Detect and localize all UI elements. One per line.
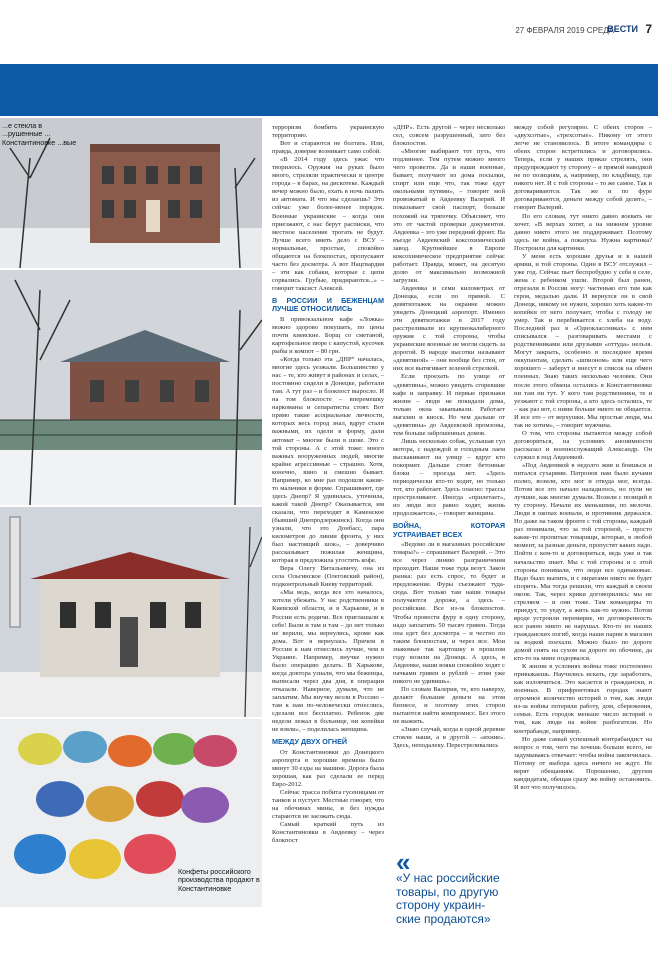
photo-street [0,270,262,505]
paragraph: «ДНР». Есть другой – через несколько сел, совсем разрушенный, зато без блокпостов. [393,124,505,148]
paragraph: У меня есть хорошие друзья и в нашей армии, и той стороны. Один в ВСУ отслужил – уже год. Сейчас пьет беспробудно у себя в селе, жена с ребенком ушли. Второй был ранен, отрезали в России ногу: частенько его там как героя, медалью дали. И вернулся он в свой Донецк, никому не нужен, хорошо хоть какие-то копейки от него получает, чтобы с голоду не умер. Так и перебивается с хлеба на воду. Последний раз в «Одноклассниках» с ним списывался – разговаривать местами с родственниками или друзьями «оттуда» нельзя. Могут закрыть, особенно в последнее время оккупантам, сделать «шпионом» или еще чего хорошего – заберут и внесут в список на обмен пленных. Знаю таких несколько человек. Они после этого обмена остались в Константиновке ни там ни тут. У кого там родственники, те и уезжают с той стороны, а кто здесь остались, те – как раз вот, с ними больше никто не общается. И все это – от верхушки. Мы простые люди, мы так не хотим», – говорит мужчина. [514,252,652,429]
paragraph: «Мы ведь, когда все это началось, хотели убежать. У нас родственники в Киевской области, и в Харькове, и в России есть родичи. Все приглашали к себе! Были и там и там – до нет только не верили, мы вернулись, кроме как дома. Вот я вернулась. Причем в России к нам отнеслись лучше, чем в Украине. Например, внучке нужно было операцию делать. В Харькове, когда доктора узнали, что мы беженцы, выписали через два дня, в операции отказали. Наверное, думали, что не заплатим. Мы внучку везли в Россию – там к нам по-человечески отнеслись, сделали все бесплатно. Ребенок две недели лежал в больнице, ни копейки не взяли», – поделилась женщина. [272,589,384,734]
subheading: В РОССИИ И БЕЖЕНЦАМ ЛУЧШЕ ОТНОСИЛИСЬ [272,295,384,314]
subheading: МЕЖДУ ДВУХ ОГНЕЙ [272,737,348,747]
article-column-2 [272,124,384,954]
subheading: ВОЙНА, КОТОРАЯ УСТРАИВАЕТ ВСЕХ [393,521,505,539]
paragraph: Вот и стараются не болтать. Или, правда, доверие возникает само собой. [272,140,384,156]
paragraph: Вера Олегу Витальевичу, она из села Ольгинское (Олеговский район), подконтрольный Киеву территорий. [272,565,384,589]
paragraph: «Ведомо ли в магазинах российские товары?» – спрашивает Валерий. – Это все через линию разграничения проходит. Наши тоже туда везут. Закон рынка: раз есть спрос, то будет и предложение. Фуры съезжают туда-сюда. Вот только там наши товары получаются дороже, а здесь – российские. Все из-за блокпостов. Чтобы провести фуру в одну сторону, надо заплатить 50 тысяч гривен. Тогда она едет без досмотра – и честно по таким блокпостам, и через все. Мои знакомые так картошку в прошлом году возили на Донецк. А здесь, в Авдеевке, наши вояки спокойно ходят с пачками гривен и рублей – этим уже никого не удивишь». [393,541,505,685]
paragraph: Если проехать по улице от «девятины», можно увидеть сгоревшие кафе и заправку. И первые признаки жизни – люди не покидали дома, только окна закапывали. Работает магазин и киоск. Но чем дальше от «девятины» до Авдеевской промзоны, тем больше заброшенных домов. [393,373,505,437]
pull-quote: «У нас российские товары, по другую сторону украин-ские продаются» [396,871,500,926]
paragraph: По его словам, тут никто давно воевать не хочет. «В верхах хотят, а на нижнем уровне давно никто этого не поддерживает. Поэтому здесь не война, а показуха. Нужна картинка? Построили для картинки. [514,212,652,252]
paragraph: терроризм бомбить украинскую территорию. [272,124,384,140]
photo-caption-top: ...е стекла в ...рушенные ... Константиновке ...вые [2,121,77,147]
article-column-3 [393,124,505,844]
photo-caption-bottom: Конфеты российского производства продают в Константиновке [178,867,260,893]
quote-mark-icon: « [396,847,411,877]
article-column-4 [514,124,652,954]
paragraph: Сейчас трасса побита гусеницами от танков и пустует. Местные говорят, что на обочинах мины, и без нужды стараются не заезжать сюда. [272,788,384,821]
page-number: 7 [645,22,652,36]
photo-factory [0,507,262,717]
paragraph: «Знаю случай, когда в одной деревне стояли наши, а в другой – «ихние». Здесь, неподалеку. Перестреливались [393,726,505,750]
header-color-band [0,64,658,116]
paragraph: Самый краткий путь из Константиновки в Авдеевку – через блокпост [272,821,384,845]
paragraph: От Константиновки до Донецкого аэропорта в хорошие времена было минут 30 езды на машине. Дорога была хорошая, как раз сделали ее перед Евро-2012. [272,748,384,788]
paragraph: В привокзальном кафе «Ложка» можно здорово покушать, по цены почти киевские. Борщ со сметаной, картофельное пюре с капустой, кусочек рыбы и компот – 80 грн. [272,315,384,355]
paragraph: По словам Валерия, те, кто наверху, делают большие деньги на этом бизнесе, и поэтому этих сторон пытаются найти компромисс. Без этого не выжить. [393,685,505,726]
paragraph: «В 2014 году здесь ужас что творилось. Оружия на руках было много, стреляли практически в центре города – в барах, на дискотеке. Каждый вечер можно было, ехать в ночь палить из автомата. И что мы сделаешь? Это сейчас уже более-менее порядок. Военные украинские – когда они приезжают, с нас берут расписки, что местное население трогать не будут. Лучше всего иметь дело с ВСУ – нормальные, простые, спокойно общаются на блокпостах, пропускают часто без досмотра. А вот Нацгвардия – эти как собаки, которые с цепи сорвались. Грубые, придираются...» – говорит таксист Алексей. [272,156,384,292]
issue-date: 27 ФЕВРАЛЯ 2019 СРЕДА [515,26,614,35]
newspaper-brand: ВЕСТИ [607,24,638,34]
paragraph: Авдеевка и семи километрах от Донецка, если по прямой. С девятиэтажек на окраине можно увидеть Донецкий аэропорт. Именно эти девятиэтажки в 2017 году расстреливали из крупнокалиберного оружия с той стороны, чтобы украинские военные не могли сидеть за дорогой. В народе высотки называют «девятиной» – они вообще без стен, от них все вытягивает зеленой стрелкой. [393,284,505,373]
paragraph: между собой регулярно. С обеих сторон – «двухсотые», «трехсотые». Никому от этого легче не становилось. В итоге командиры с обеих сторон встретились и договорились. Теперь, если у наших приказ стрелять, они предупреждают ту сторону – и прямой наводкой не по позициям, а, например, по кладбищу, где никого нет. И с той стороны – то же самое. Так и договариваются. Так же и по фуре договариваются, деньги между собой делят», – говорит Валерий. [514,124,652,212]
paragraph: Но даже самый успешный контрабандист на вопрос о том, чего ты хочешь больше всего, не задумываясь отвечает: чтобы война закончилась. Потому от выбора здесь ничего не ждут. Не верят обещаниям. Порошенко, другим кандидатам, обещая сразу же войну остановить. И вот что получилось. [514,735,652,791]
paragraph: «Когда только эта „ДНР“ началась, многие здесь уезжали. Большинство у нас – те, кто живут в районах и селах, – постоянно сидели в Донецке, работали там. А тут раз – и блокпост выросло. И на том блокпосте – вперемешку наркоманы и сепаратисты стоят. Вот прямо такие асоциальные личности, которых весь город знал, вдруг стали важными, их одели в форму, дали автомат – многие были в шоке. Это с той стороны. А с этой тоже: много важных вооруженных людей, многие крайне агрессивные – страшно. Хотя, конечно, вино и смешно бывает. Например, ко мне раз подошли какие-то мальчики в форме. Спрашивают, где здесь Днепр? Я удивилась, уточнила, какой такой Днепр? Оказывается, им сказали, что переходят в Каменское (бывший Днепродзержинск). Когда они узнали, что это Донбасс, пара километров до линии фронта, у них был настоящий шок», – доверчиво рассказывает пожилая женщина, которая в предложила угостить кофе. [272,356,384,565]
paragraph: О том, что стороны пытаются между собой договориться, на условиях анонимности рассказал и военнослужащий Александр. Он служил в под Авдеевкой. [514,429,652,461]
paragraph: К жизни в условиях войны тоже постепенно привыкаешь. Научились искать, где заработать, как изловчиться. Это касается и граждански, и военных. В прифронтовых городах знают огромное количество историй о том, как люди из-за войны потеряли работу, дом, сбережения, семьи. Есть городок меньше число историй о том, как люди на войне разбогатели. Но контрабанде, например. [514,663,652,735]
paragraph: «Под Авдеевкой в недолго жив и боишься и питался сухарями. Патронов нам было кучами полно, возили, кто мог и откуда мог, всегда. Потом все это начало наладилось, но пули не лучшие, как многие думали. Возили с позиций в ту сторону. Начали их меньшими, по мелочи. Люди в окопах воевали, и противник держался. Но даже на таком фронте с той стороны, каждый раз понимали, что за той стороной, – просто какие-то пропитые товарищи, которые, в любой момент, за разные деньги, пропустят каких надо. Пойти с кем-то и договориться, ведь уже и так начальство знает. Мы с той стороны и с этой стороны понимали, что люди все одинаковые. Надо было выпить, и с пиратами никто не будет спорить. Мы тогда решили, что каждый в своем окопе. Так, через крики договорились: мы не стреляем – и они тоже. Там командиры то приедут, то уедут, а жить как-то нужно. Потом вроде устроили перемирие, но договоренность все равно никто не нарушал. Кто-то из наших гражданских погиб, когда наши парни в магазин за водкой поехали. Можно было по дороге домой снять на сухом на дороге по обочине, да кто-то на мине подорвался. [514,461,652,663]
paragraph: Лишь несколько собак, услышав гул мотора, с надеждой и голодным лаем выскакивают на улицу – вдруг кто покормит. Дальше стоят бетонные блоки – проезда нет. «Здесь периодически кто-то ходит, но только тот, кто работает. Здесь опасно: трассы простреливают. Иногда «прилетает», но люди все равно ходят, жизнь продолжается», – говорит женщина. [393,437,505,518]
paragraph: «Многие выбирают тот путь, что подлиннее. Тем путем можно много чего провезти. Да и наши военные, бывает, получают из дома посылки, спирт или еще что, так тоже едут окольными путями», – говорит мой провожатый в Авдеевку Валерий. И показывает свой паспорт, больше похожий на тряпочку. Объясняет, что это от частой проверки документов. Авдеевка – это уже передний фронт. На въезде Авдеевский коксохимический завод. Крупнейшее в Европе коксохимическое предприятие сейчас работает. Правда, может, на десятую долю от максимально возможной загрузки. [393,148,505,284]
page-header [0,0,658,36]
